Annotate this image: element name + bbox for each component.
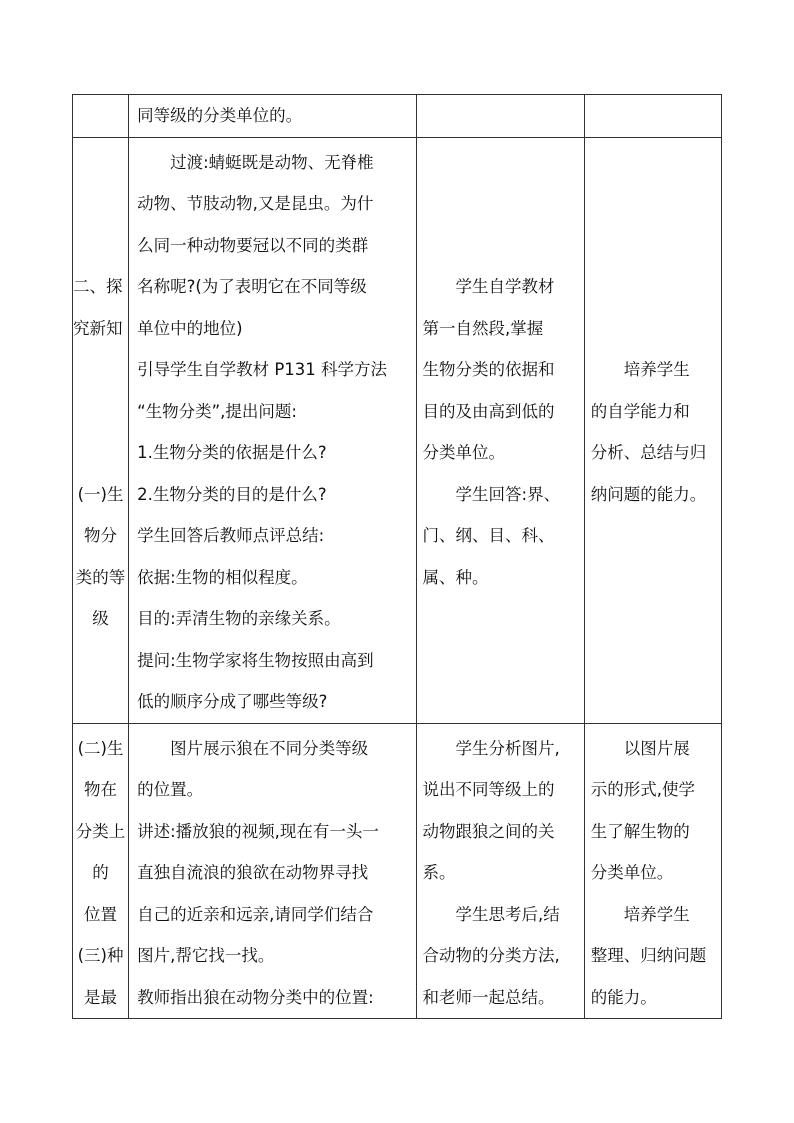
stage-title: 二、探	[73, 277, 123, 296]
text-line: 分析、总结与归	[590, 443, 707, 462]
design-intent-cell	[584, 723, 721, 1019]
text-line: 学生回答后教师点评总结:	[137, 526, 325, 545]
section-title: 物在	[84, 780, 118, 799]
text-line: 分类单位。	[422, 443, 506, 462]
text-line: 提问:生物学家将生物按照由高到	[137, 650, 374, 670]
text-line: 培养学生	[623, 360, 690, 379]
text-line: 学生思考后,结	[455, 904, 560, 924]
text-line: 生物分类的依据和	[422, 360, 555, 379]
design-intent-cell	[584, 137, 721, 723]
question-2: 2.生物分类的目的是什么?	[137, 484, 327, 504]
student-activity-cell	[416, 723, 584, 1019]
text-line	[591, 142, 715, 184]
text-line: 自己的近亲和远亲,请同学们结合	[137, 904, 374, 924]
text-line: 系。	[422, 863, 456, 882]
text-line	[73, 225, 128, 267]
text-line: 门、纲、目、科、	[422, 526, 555, 545]
text-line: 合动物的分类方法,	[422, 946, 560, 965]
section-title: 物分	[84, 526, 118, 545]
table-row	[73, 723, 722, 1019]
student-activity-cell	[416, 137, 584, 723]
text-line	[423, 183, 578, 225]
lesson-plan-table	[72, 94, 722, 1019]
text-line: “生物分类”,提出问题:	[137, 401, 297, 421]
text-line: 目的及由高到低的	[422, 401, 555, 421]
text-line: 引导学生自学教材 P131 科学方法	[137, 360, 388, 379]
section-title: (一)生	[77, 484, 124, 504]
text-line: 整理、归纳问题	[590, 946, 707, 965]
section-title: (三)种	[77, 946, 124, 965]
section-title: 分类上	[75, 821, 126, 841]
question-1: 1.生物分类的依据是什么?	[137, 443, 327, 462]
text-line: 学生分析图片,	[455, 738, 560, 758]
table-row	[73, 95, 722, 138]
text-line: 过渡:蜻蜓既是动物、无脊椎	[170, 152, 374, 172]
stage-title: 究新知	[73, 318, 123, 338]
text-line: 么同一种动物要冠以不同的类群	[137, 235, 369, 255]
stage-cell	[73, 723, 129, 1019]
text-line: 以图片展	[623, 738, 690, 758]
teacher-activity-cell	[129, 723, 416, 1019]
text-line: 第一自然段,掌握	[422, 318, 544, 338]
text-line	[423, 142, 578, 184]
text-line: 的位置。	[137, 780, 204, 799]
text-line: 依据:生物的相似程度。	[137, 567, 308, 587]
stage-cell	[73, 95, 129, 138]
text-line: 动物跟狼之间的关	[422, 821, 555, 841]
text-line	[591, 183, 715, 225]
text-line: 学生自学教材	[455, 277, 555, 296]
table-row	[73, 137, 722, 723]
text-line: 单位中的地位)	[137, 318, 243, 338]
text-line: 讲述:播放狼的视频,现在有一头一	[137, 821, 379, 841]
text-line: 同等级的分类单位的。	[137, 106, 303, 125]
text-line	[591, 266, 715, 308]
student-activity-cell	[416, 95, 584, 138]
text-line: 的能力。	[590, 987, 657, 1007]
text-line	[423, 225, 578, 267]
text-line: 分类单位。	[590, 863, 674, 882]
text-line: 低的顺序分成了哪些等级?	[137, 692, 328, 711]
text-line: 图片展示狼在不同分类等级	[170, 738, 369, 758]
text-line: 图片,帮它找一找。	[137, 946, 275, 965]
design-intent-cell	[584, 95, 721, 138]
section-title: 位置	[84, 904, 118, 924]
text-line	[73, 391, 128, 433]
section-title: 的	[92, 863, 109, 882]
text-line: 说出不同等级上的	[422, 780, 555, 799]
text-line	[73, 142, 128, 184]
text-line	[591, 308, 715, 350]
text-line: 生了解生物的	[590, 821, 690, 841]
section-title: 是最	[84, 987, 118, 1007]
section-title: 类的等	[75, 567, 126, 587]
text-line	[73, 432, 128, 474]
text-line: 示的形式,使学	[590, 780, 696, 799]
stage-cell	[73, 137, 129, 723]
section-title: (二)生	[77, 738, 124, 758]
text-line: 培养学生	[623, 904, 690, 924]
text-line: 目的:弄清生物的亲缘关系。	[137, 609, 341, 628]
text-line	[591, 225, 715, 267]
text-line: 直独自流浪的狼欲在动物界寻找	[137, 863, 369, 882]
text-line: 动物、节肢动物,又是昆虫。为什	[137, 194, 374, 213]
text-line	[73, 349, 128, 391]
text-line: 名称呢?(为了表明它在不同等级	[137, 277, 367, 296]
text-line: 和老师一起总结。	[422, 987, 555, 1007]
text-line: 教师指出狼在动物分类中的位置:	[137, 987, 374, 1007]
teacher-activity-cell	[129, 95, 416, 138]
text-line: 属、种。	[422, 567, 489, 587]
teacher-activity-cell	[129, 137, 416, 723]
text-line: 纳问题的能力。	[590, 484, 707, 504]
text-line: 学生回答:界、	[455, 484, 561, 504]
section-title: 级	[92, 609, 109, 628]
text-line: 的自学能力和	[590, 401, 690, 421]
text-line	[73, 183, 128, 225]
